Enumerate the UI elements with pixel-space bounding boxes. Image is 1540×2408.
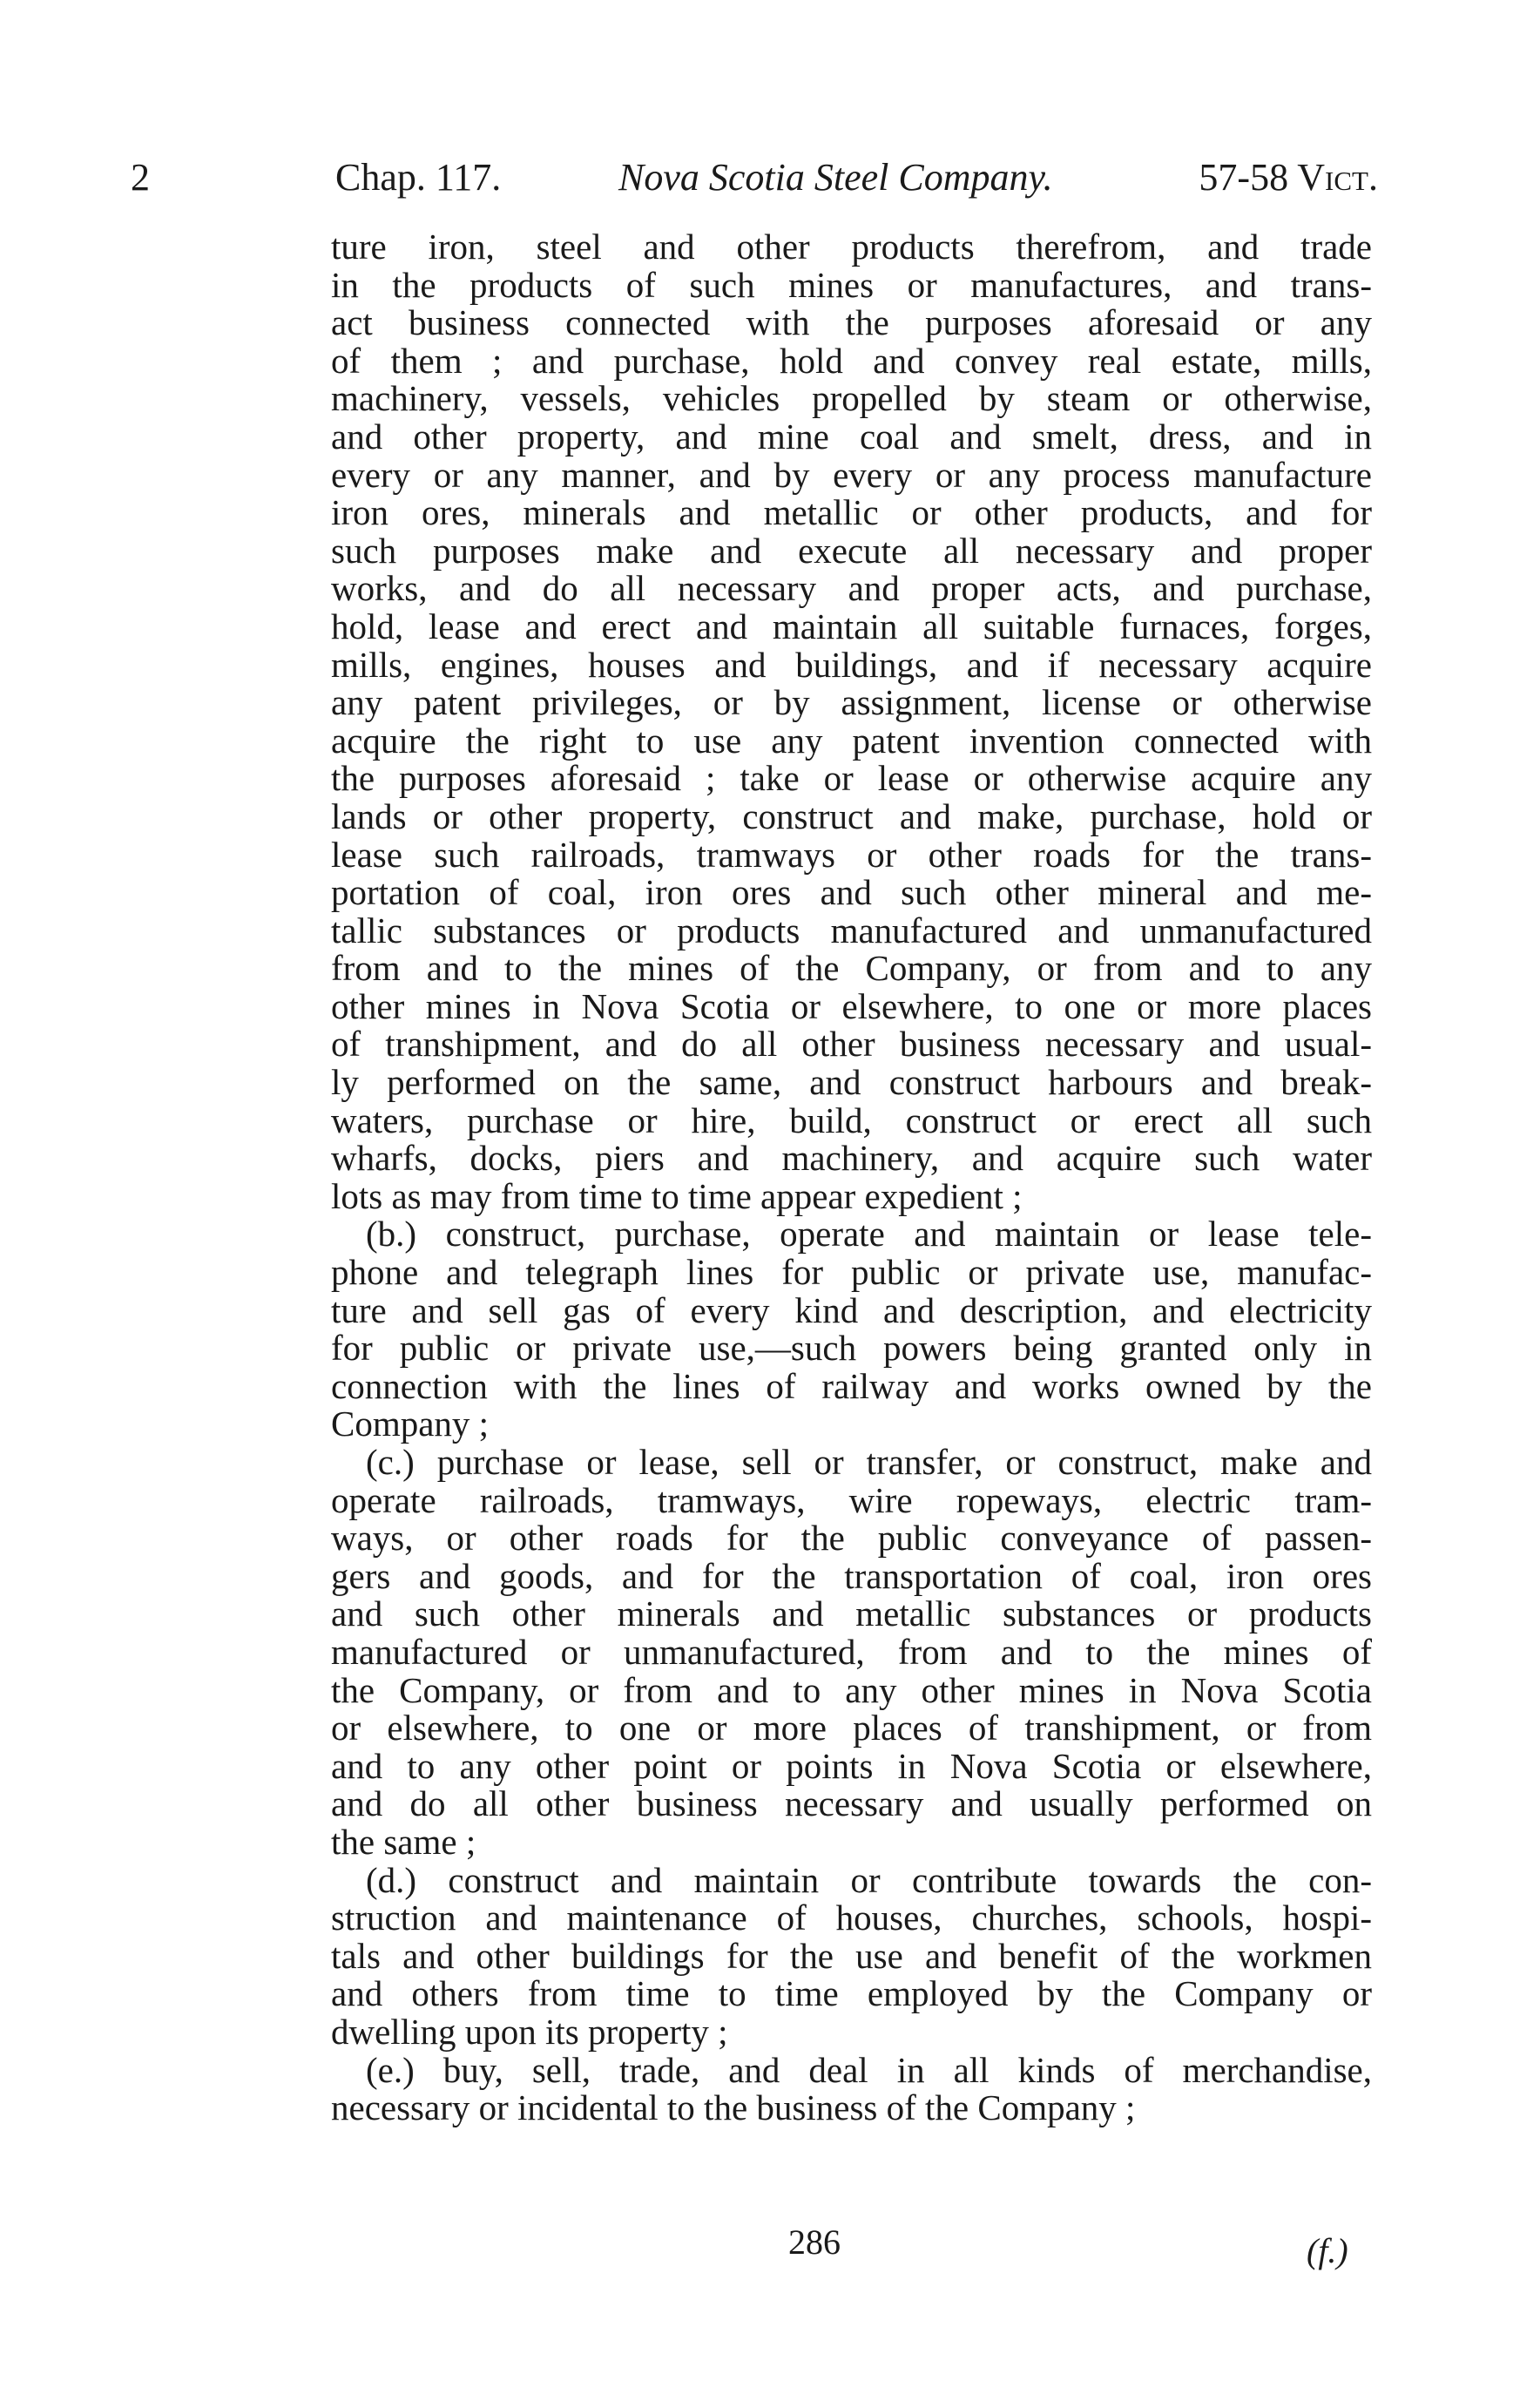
text-line: acquire the right to use any patent invention connected with xyxy=(331,720,1372,761)
running-title: Nova Scotia Steel Company. xyxy=(618,156,1053,199)
clause-e: (e.) buy, sell, trade, and deal in all kinds of merchandise, xyxy=(366,2049,1372,2090)
text-line: hold, lease and erect and maintain all suitable furnaces, forges, xyxy=(331,605,1372,646)
text-line: the Company, or from and to any other mines in Nova Scotia xyxy=(331,1669,1372,1710)
running-header xyxy=(131,131,1385,209)
text-line: act business connected with the purposes aforesaid or any xyxy=(331,302,1372,343)
clause-d: (d.) construct and maintain or contribute towards the con- xyxy=(366,1859,1372,1900)
text-line: and such other minerals and metallic substances or products xyxy=(331,1593,1372,1634)
clause-c: (c.) purchase or lease, sell or transfer, or construct, make and xyxy=(366,1442,1372,1482)
clause-b: (b.) construct, purchase, operate and maintain or lease tele- xyxy=(366,1214,1372,1255)
body-text xyxy=(331,228,1372,2127)
regnal-year: 57-58 Vict. xyxy=(1199,156,1378,199)
text-line: Company ; xyxy=(331,1404,490,1444)
text-line: phone and telegraph lines for public or private use, manufac- xyxy=(331,1252,1372,1293)
text-line: wharfs, docks, piers and machinery, and acquire such water xyxy=(331,1138,1372,1179)
catchword: (f.) xyxy=(1307,2231,1348,2270)
text-line: ly performed on the same, and construct harbours and break- xyxy=(331,1062,1372,1103)
text-line: connection with the lines of railway and works owned by the xyxy=(331,1365,1372,1406)
text-line: iron ores, minerals and metallic or other products, and for xyxy=(331,492,1372,533)
text-line: waters, purchase or hire, build, construct or erect all such xyxy=(331,1099,1372,1140)
text-line: tallic substances or products manufactured and unmanufactured xyxy=(331,910,1372,950)
text-line: dwelling upon its property ; xyxy=(331,2011,728,2052)
chapter-label: Chap. 117. xyxy=(335,156,502,199)
text-line: lands or other property, construct and make, purchase, hold or xyxy=(331,795,1372,836)
text-line: and other property, and mine coal and smelt, dress, and in xyxy=(331,416,1372,457)
page-number: 2 xyxy=(131,156,150,199)
text-line: every or any manner, and by every or any process manufacture xyxy=(331,454,1372,495)
text-line: works, and do all necessary and proper acts, and purchase, xyxy=(331,568,1372,609)
text-line: mills, engines, houses and buildings, and if necessary acquire xyxy=(331,644,1372,685)
text-line: lease such railroads, tramways or other roads for the trans- xyxy=(331,834,1372,875)
text-line: the purposes aforesaid ; take or lease or otherwise acquire any xyxy=(331,758,1372,799)
text-line: machinery, vessels, vehicles propelled by steam or otherwise, xyxy=(331,378,1372,419)
text-line: tals and other buildings for the use and benefit of the workmen xyxy=(331,1935,1372,1976)
text-line: the same ; xyxy=(331,1821,476,1862)
text-line: ture iron, steel and other products therefrom, and trade xyxy=(331,227,1372,267)
text-line: ways, or other roads for the public conveyance of passen- xyxy=(331,1518,1372,1559)
text-line: of them ; and purchase, hold and convey real estate, mills, xyxy=(331,340,1372,381)
text-line: for public or private use,—such powers being granted only in xyxy=(331,1328,1372,1369)
text-line: of transhipment, and do all other business necessary and usual- xyxy=(331,1024,1372,1065)
text-line: or elsewhere, to one or more places of transhipment, or from xyxy=(331,1708,1372,1749)
text-line: such purposes make and execute all necessary and proper xyxy=(331,530,1372,571)
text-line: struction and maintenance of houses, churches, schools, hospi- xyxy=(331,1897,1372,1938)
text-line: gers and goods, and for the transportation of coal, iron ores xyxy=(331,1555,1372,1596)
text-line: and do all other business necessary and usually performed on xyxy=(331,1783,1372,1824)
text-line: any patent privileges, or by assignment, license or otherwise xyxy=(331,682,1372,723)
text-line: ture and sell gas of every kind and description, and electricity xyxy=(331,1289,1372,1330)
text-line: operate railroads, tramways, wire ropeways, electric tram- xyxy=(331,1479,1372,1520)
text-line: manufactured or unmanufactured, from and to the mines of xyxy=(331,1631,1372,1672)
text-line: portation of coal, iron ores and such other mineral and me- xyxy=(331,872,1372,913)
text-line: from and to the mines of the Company, or from and to any xyxy=(331,948,1372,989)
text-line: other mines in Nova Scotia or elsewhere, to one or more places xyxy=(331,985,1372,1026)
text-line: and others from time to time employed by the Company or xyxy=(331,1973,1372,2014)
text-line: and to any other point or points in Nova Scotia or elsewhere, xyxy=(331,1745,1372,1786)
text-line: lots as may from time to time appear expedient ; xyxy=(331,1175,1023,1216)
text-line: in the products of such mines or manufactures, and trans- xyxy=(331,264,1372,305)
text-line: necessary or incidental to the business of the Company ; xyxy=(331,2087,1136,2128)
folio-number: 286 xyxy=(788,2222,841,2262)
